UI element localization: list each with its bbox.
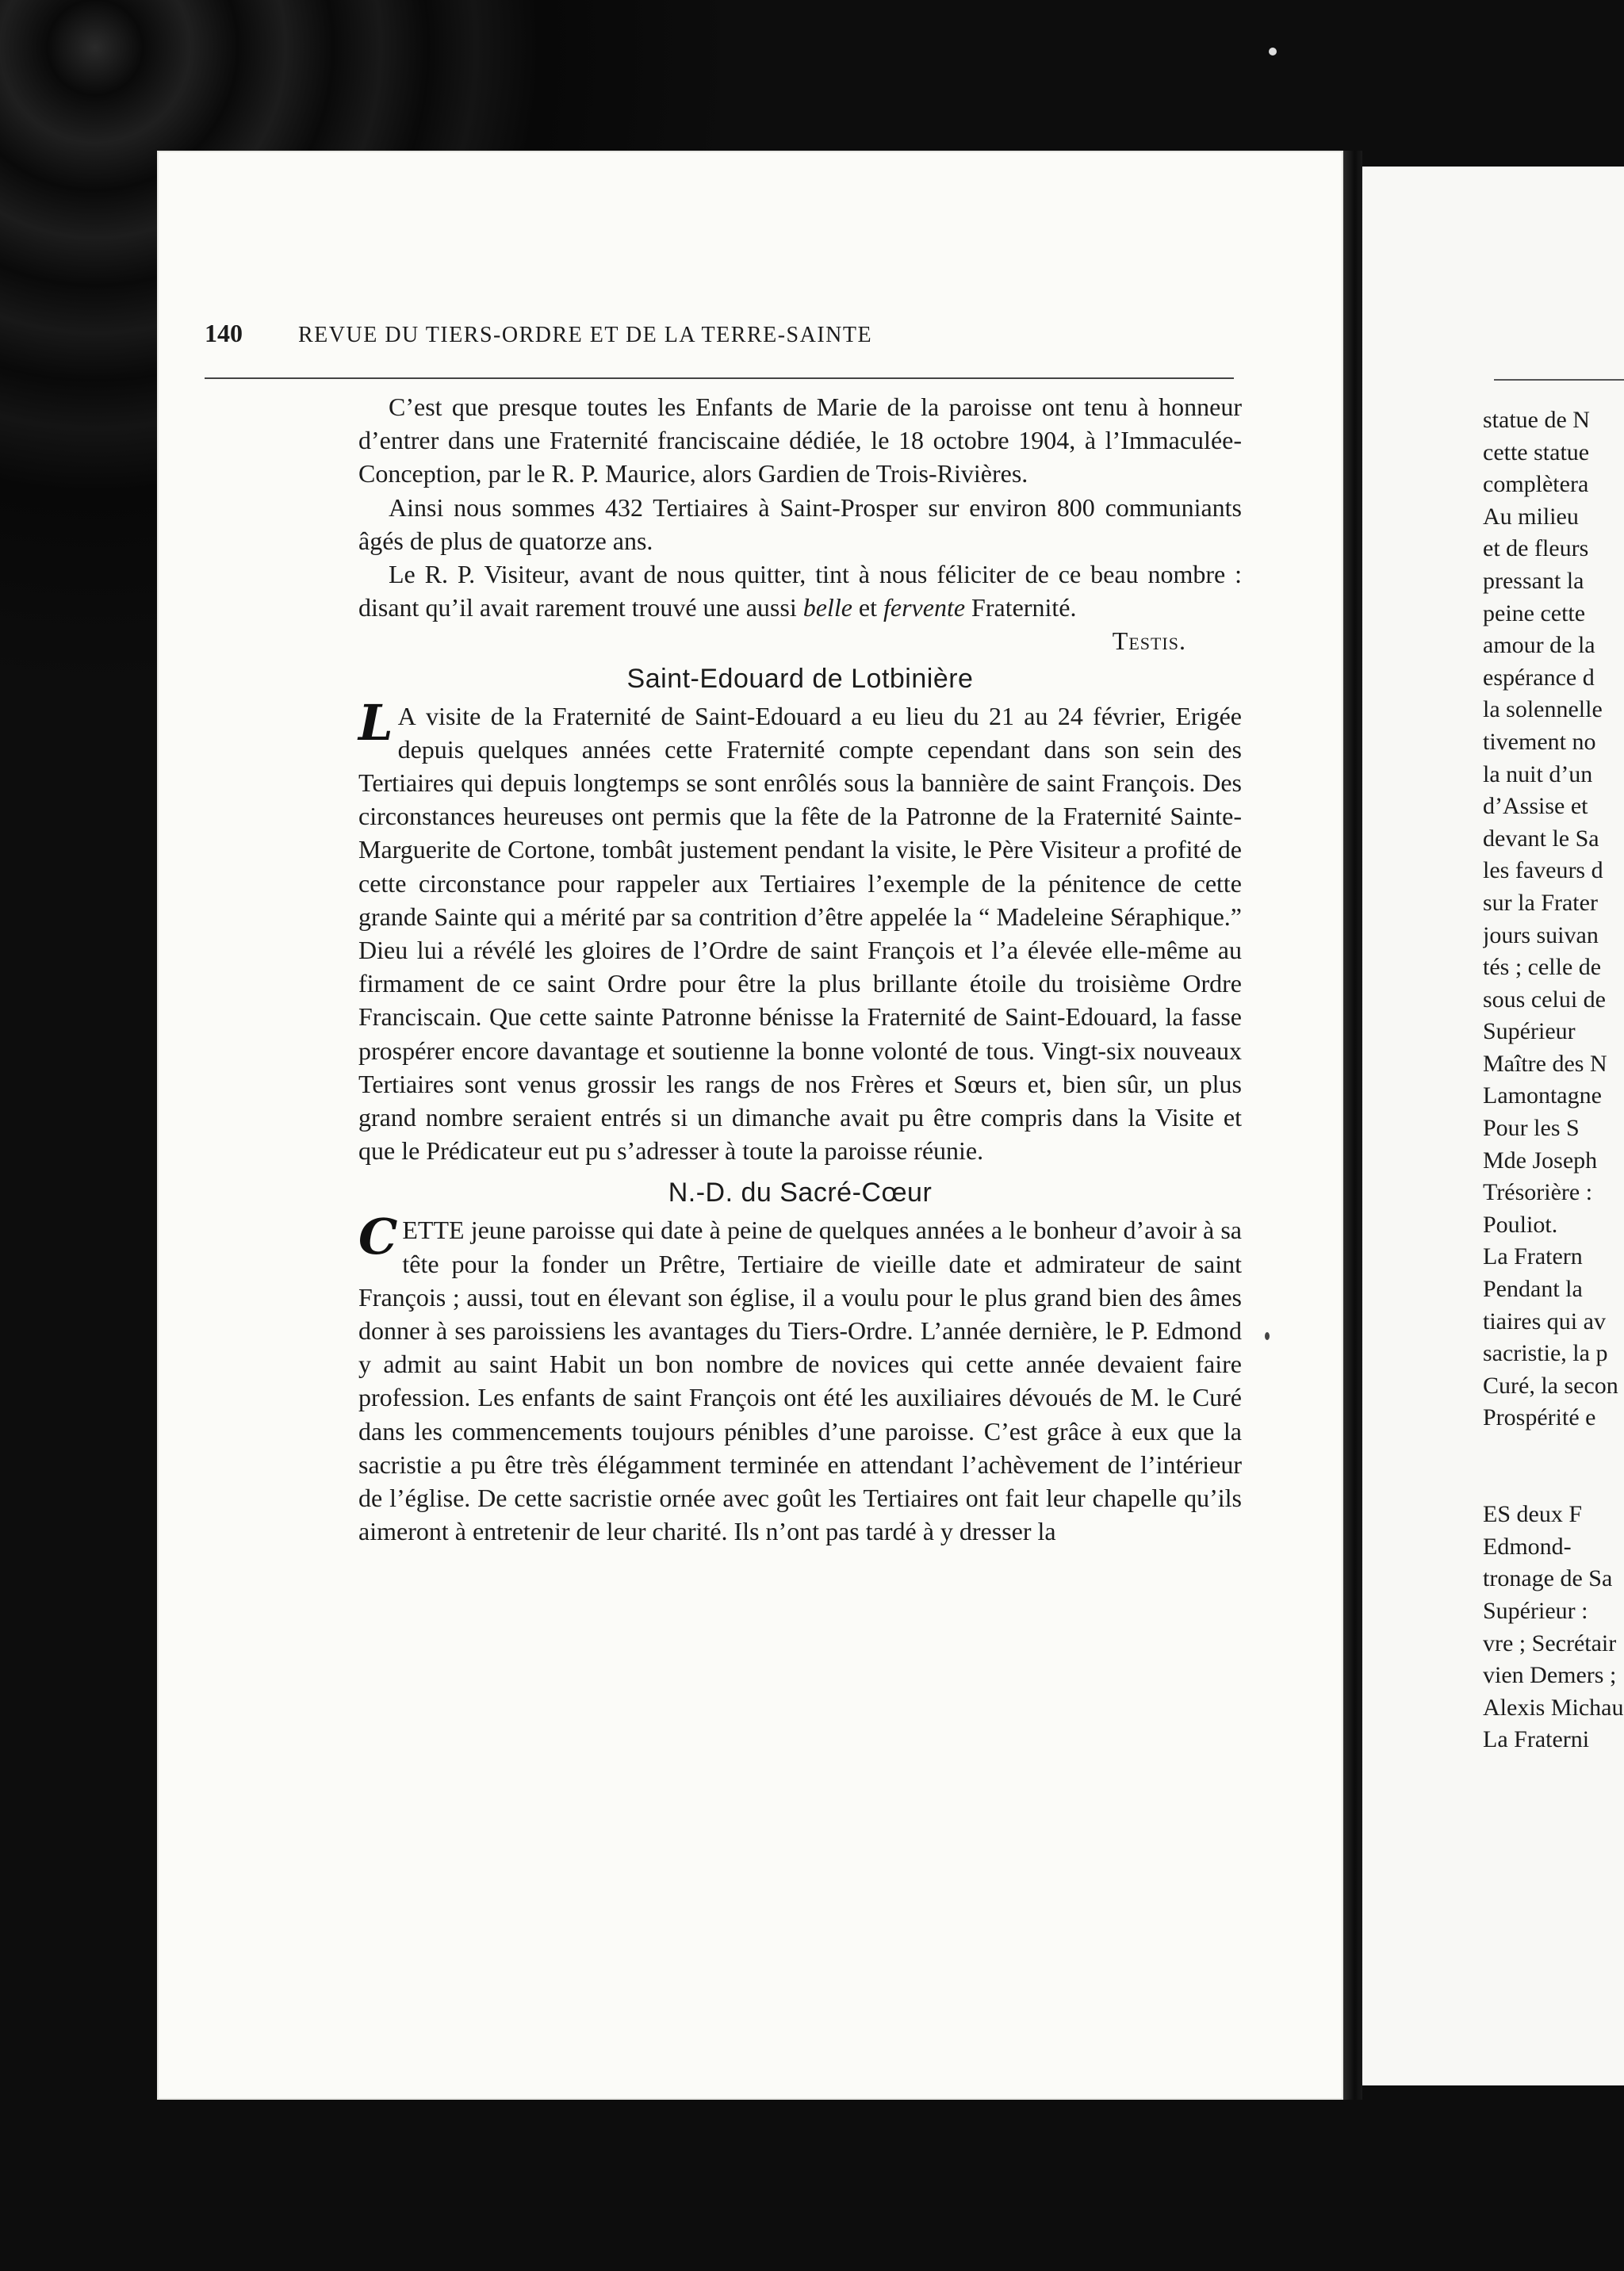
right-page-line: d’Assise et [1483, 793, 1588, 820]
header-rule [205, 377, 1234, 379]
drop-cap-c: C [358, 1208, 398, 1266]
right-page-line: Supérieur [1483, 1018, 1576, 1045]
right-page-line: Supérieur : [1483, 1597, 1588, 1624]
right-page-line: tivement no [1483, 728, 1596, 755]
right-page-text [1483, 404, 1624, 1756]
right-page-line [1483, 1467, 1624, 1499]
right-page-rule [1494, 379, 1624, 381]
right-page-line: devant le Sa [1483, 825, 1599, 852]
right-page-line: Pour les S [1483, 1115, 1580, 1142]
intro-paragraph-2: Ainsi nous sommes 432 Tertiaires à Saint-Prosper sur environ 800 communiants âgés de plus de quatorze ans. [358, 492, 1242, 555]
right-page-line: peine cette [1483, 599, 1586, 626]
book-gutter [1343, 151, 1362, 2100]
section-title-saint-edouard: Saint-Edouard de Lotbinière [626, 663, 974, 694]
right-page-line: amour de la [1483, 632, 1595, 659]
right-page-line: pressant la [1483, 567, 1584, 594]
right-page-line: Pouliot. [1483, 1211, 1558, 1238]
right-page-line: les faveurs d [1483, 857, 1603, 884]
right-page-line: la solennelle [1483, 696, 1603, 723]
emphasis-fervente: fervente [883, 593, 966, 622]
right-page-line: complètera [1483, 471, 1589, 498]
right-page-line: sacristie, la p [1483, 1340, 1608, 1367]
right-page-line: Edmond- [1483, 1533, 1572, 1560]
right-page-line: Alexis Michau [1483, 1694, 1624, 1721]
right-page-line: La Fraterni [1483, 1726, 1590, 1753]
right-page-line: et de fleurs [1483, 535, 1589, 562]
drop-cap-l: L [358, 693, 393, 752]
right-page-line: Lamontagne [1483, 1082, 1602, 1109]
right-page-line: Mde Joseph [1483, 1147, 1598, 1174]
right-page-line: tés ; celle de [1483, 954, 1602, 981]
page-number: 140 [205, 319, 243, 347]
right-page-line: jours suivan [1483, 921, 1599, 948]
intro-paragraph-3: Le R. P. Visiteur, avant de nous quitter, tint à nous féliciter de ce beau nombre : disant qu’il avait rarement trouvé une aussi belle et fervente Fraternité. [358, 560, 1242, 622]
section-body-notre-dame: CETTE jeune paroisse qui date à peine de quelques années a le bonheur d’avoir à sa tête pour la fonder un Prêtre, Tertiaire de vieille date et admirateur de saint François ; aussi, tout en élevant son église, il a voulu pour le plus grand bien des âmes donner à ses paroissiens les avantages du Tiers-Ordre. L’année dernière, le P. Edmond y admit au saint Habit un bon nombre de novices qui cette année devaient faire profession. Les enfants de saint François ont été les auxiliaires dévoués de M. le Curé dans les commencements toujours pénibles d’une paroisse. C’est grâce à eux que la sacristie a pu être très élégamment terminée en attendant l’achèvement de l’intérieur de l’église. De cette sacristie ornée avec goût les Tertiaires ont fait leur chapelle qu’ils aimeront à entretenir de leur charité. Ils n’ont pas tardé à y dresser la [358, 1208, 1243, 1546]
right-page-line: Curé, la secon [1483, 1372, 1618, 1399]
right-page-line: ES deux F [1483, 1501, 1583, 1528]
section-title-notre-dame: N.-D. du Sacré-Cœur [668, 1178, 933, 1208]
section-body-saint-edouard: L A visite de la Fraternité de Saint-Edouard a eu lieu du 21 au 24 février, Erigée depuis quelques années cette Fraternité compte cependant dans son sein des Tertiaires qui depuis longtemps se sont enrôlés sous la bannière de saint François. Des circonstances heureuses ont permis que la fête de la Patronne de la Fraternité Sainte-Marguerite de Cortone, tombât justement pendant la visite, le Père Visiteur a profité de cette circonstance pour rappeler aux Tertiaires l’exemple de la pénitence de cette grande Sainte qui a mérité par sa contrition d’être appelée la “ Madeleine Séraphique.” Dieu lui a révélé les gloires de l’Ordre de saint François et l’a élevée elle-même au firmament de ce saint Ordre pour être la plus brillante étoile du troisième Ordre Franciscain. Que cette sainte Patronne bénisse la Fraternité de Saint-Edouard, la fasse prospérer encore davantage et soutienne la bonne volonté de tous. Vingt-six nouveaux Tertiaires sont venus grossir les rangs de nos Frères et Sœurs et, bien sûr, un plus grand nombre seraient entrés si un dimanche avait pu être compris dans la Visite et que le Prédicateur eut pu s’adresser à toute la paroisse réunie. [358, 693, 1242, 1166]
running-title: REVUE DU TIERS-ORDRE ET DE LA TERRE-SAINTE [298, 323, 873, 347]
right-page-line: Maître des N [1483, 1050, 1607, 1077]
right-page-line: Prospérité e [1483, 1404, 1596, 1431]
signature-testis: Testis. [1112, 626, 1186, 656]
right-page-line: tronage de Sa [1483, 1565, 1613, 1592]
right-page-line: la nuit d’un [1483, 760, 1593, 787]
right-page-line: Trésorière : [1483, 1179, 1593, 1206]
main-text-column [358, 390, 1242, 1549]
right-page-line: La Fratern [1483, 1243, 1583, 1270]
right-page-line: tiaires qui av [1483, 1308, 1606, 1335]
intro-paragraph-1: C’est que presque toutes les Enfants de Marie de la paroisse ont tenu à honneur d’entrer dans une Fraternité franciscaine dédiée, le 18 octobre 1904, à l’Immaculée-Conception, par le R. P. Maurice, alors Gardien de Trois-Rivières. [358, 393, 1242, 488]
right-page-line: statue de N [1483, 407, 1590, 433]
right-page-line: vien Demers ; [1483, 1662, 1617, 1689]
dust-speck [1269, 48, 1277, 56]
right-page-line: espérance d [1483, 664, 1595, 691]
right-page-line: vre ; Secrétair [1483, 1630, 1617, 1656]
emphasis-belle: belle [802, 593, 852, 622]
right-page-line: sur la Frater [1483, 889, 1598, 916]
right-page-line: Pendant la [1483, 1276, 1583, 1303]
right-page-line [1483, 1434, 1624, 1467]
right-page-line: cette statue [1483, 438, 1590, 465]
running-header [205, 319, 1234, 348]
right-page-line: Au milieu [1483, 503, 1579, 530]
dust-speck [1265, 1332, 1270, 1340]
right-page-line: sous celui de [1483, 986, 1606, 1013]
